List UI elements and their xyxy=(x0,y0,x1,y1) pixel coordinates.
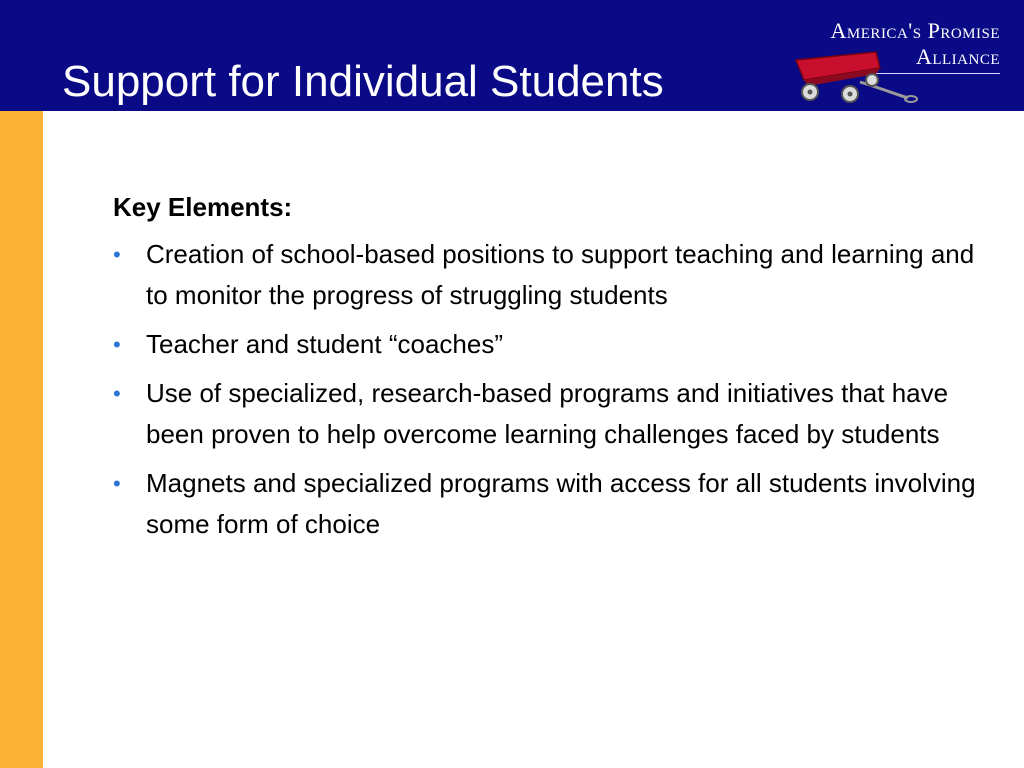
americas-promise-logo xyxy=(782,14,1004,106)
bullet-icon: • xyxy=(113,381,121,406)
slide-title: Support for Individual Students xyxy=(62,57,664,106)
bullet-icon: • xyxy=(113,471,121,496)
bullet-text: Magnets and specialized programs with access for all students involving some form of choice xyxy=(146,468,976,539)
bullet-item xyxy=(113,463,983,545)
bullet-text: Use of specialized, research-based programs and initiatives that have been proven to help overcome learning challenges faced by students xyxy=(146,378,949,449)
bullet-item xyxy=(113,373,983,455)
logo-text-line2: Alliance xyxy=(915,44,1000,69)
logo-text-line1: America's Promise xyxy=(830,18,1000,43)
bullet-item xyxy=(113,234,983,316)
bullet-item xyxy=(113,324,983,365)
bullet-list xyxy=(113,234,983,545)
bullet-icon: • xyxy=(113,242,121,267)
bullet-text: Teacher and student “coaches” xyxy=(146,329,503,359)
bullet-text: Creation of school-based positions to support teaching and learning and to monitor the progress of struggling students xyxy=(146,239,975,310)
side-accent-bar xyxy=(0,111,43,768)
slide-body xyxy=(113,190,983,553)
red-wagon-icon xyxy=(790,48,920,108)
bullet-icon: • xyxy=(113,332,121,357)
key-elements-heading: Key Elements: xyxy=(113,192,293,222)
